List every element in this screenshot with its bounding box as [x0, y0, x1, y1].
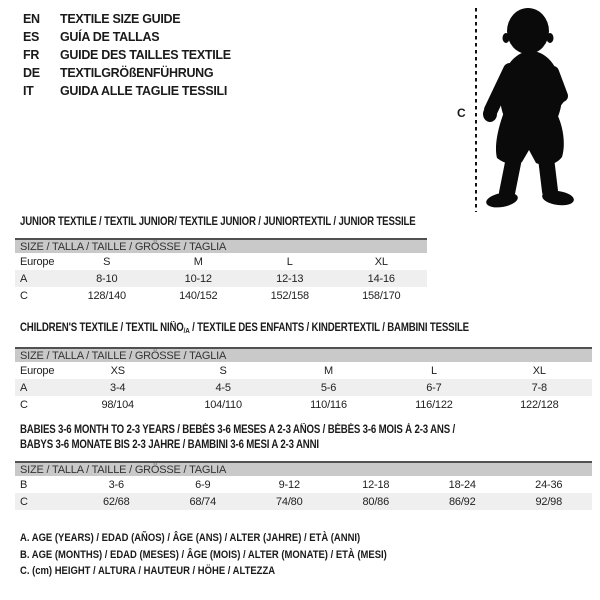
language-code: EN	[23, 12, 40, 26]
table-row	[15, 476, 592, 493]
row-label: B	[20, 478, 28, 491]
table-cell: 122/128	[520, 398, 559, 411]
title-text: / TEXTILE DES ENFANTS / KINDERTEXTIL / BAMBINI TESSILE	[189, 322, 469, 334]
table-cell: 74/80	[275, 495, 303, 508]
babies-size-table	[15, 461, 592, 510]
table-cell: 6-9	[195, 478, 211, 491]
table-cell: 104/110	[204, 398, 242, 411]
section-title-line	[20, 321, 469, 338]
junior-section-title	[20, 215, 491, 230]
table-cell: 152/158	[270, 289, 309, 302]
row-label: C	[20, 495, 28, 508]
language-title: GUIDA ALLE TAGLIE TESSILI	[60, 84, 228, 98]
baby-figure	[450, 0, 600, 220]
footnote-line: A. AGE (YEARS) / EDAD (AÑOS) / ÂGE (ANS) / ALTER (JAHRE) / ETÀ (ANNI)	[20, 532, 361, 544]
table-cell: 12-13	[276, 272, 304, 285]
table-cell: 92/98	[535, 495, 563, 508]
table-cell: S	[103, 255, 111, 268]
footnote-list	[20, 530, 447, 580]
language-title: GUÍA DE TALLAS	[60, 30, 160, 44]
title-text: BABYS 3-6 MONATE BIS 2-3 JAHRE / BAMBINI 3-6 MESI A 2-3 ANNI	[20, 439, 319, 451]
table-cell: L	[430, 364, 437, 377]
row-label: C	[20, 289, 28, 302]
table-cell: S	[219, 364, 227, 377]
footnote-line: B. AGE (MONTHS) / EDAD (MESES) / ÂGE (MOIS) / ALTER (MONATE) / ETÀ (MESI)	[20, 548, 387, 561]
table-cell: M	[193, 255, 203, 268]
section-title-line	[20, 438, 455, 453]
language-row	[23, 64, 231, 82]
babies-section-title	[20, 423, 538, 453]
table-cell: XL	[374, 255, 388, 268]
section-title-line	[20, 423, 455, 438]
table-cell: 158/170	[362, 289, 401, 302]
table-cell: XS	[110, 364, 125, 377]
table-cell: M	[324, 364, 333, 377]
table-cell: 98/104	[101, 398, 134, 411]
row-label: C	[20, 398, 28, 411]
height-label-c: C	[457, 106, 466, 120]
language-code: ES	[23, 30, 40, 44]
row-label: A	[20, 381, 28, 394]
table-row	[15, 253, 427, 270]
table-cell: 18-24	[448, 478, 476, 491]
baby-silhouette	[483, 8, 575, 210]
table-cell: 86/92	[448, 495, 476, 508]
footnote-line: C. (cm) HEIGHT / ALTURA / HAUTEUR / HÖHE / ALTEZZA	[20, 565, 276, 577]
baby-silhouette-svg	[450, 0, 600, 220]
size-table-header: SIZE / TALLA / TAILLE / GRÖSSE / TAGLIA	[15, 461, 592, 476]
language-title: GUIDE DES TAILLES TEXTILE	[60, 48, 231, 62]
table-cell: 6-7	[426, 381, 442, 394]
language-title: TEXTILGRÖßENFÜHRUNG	[60, 66, 214, 80]
table-cell: L	[286, 255, 293, 268]
language-row	[23, 82, 231, 100]
section-title-line	[20, 215, 416, 230]
language-code: IT	[23, 84, 34, 98]
table-row	[15, 379, 592, 396]
table-cell: 4-5	[215, 381, 231, 394]
table-cell: 116/122	[415, 398, 453, 411]
size-table-header: SIZE / TALLA / TAILLE / GRÖSSE / TAGLIA	[15, 238, 427, 253]
table-cell: 3-6	[108, 478, 124, 491]
table-row	[15, 396, 592, 413]
language-title: TEXTILE SIZE GUIDE	[60, 12, 181, 26]
language-code: FR	[23, 48, 40, 62]
table-cell: 68/74	[189, 495, 217, 508]
table-cell: 5-6	[320, 381, 337, 394]
language-list	[23, 10, 231, 100]
title-text: BABIES 3-6 MONTH TO 2-3 YEARS / BEBÉS 3-6 MESES A 2-3 AÑOS / BÉBÉS 3-6 MOIS À 2-3 ANS /	[20, 424, 456, 436]
row-label: A	[20, 272, 28, 285]
language-row	[23, 46, 231, 64]
language-row	[23, 28, 231, 46]
subscript-text: /A	[183, 326, 190, 335]
junior-size-table	[15, 238, 427, 304]
table-cell: XL	[532, 364, 546, 377]
table-cell: 14-16	[367, 272, 395, 285]
children-section-title	[20, 321, 554, 338]
row-label: Europe	[20, 255, 55, 268]
table-cell: 10-12	[184, 272, 212, 285]
language-code: DE	[23, 66, 40, 80]
table-cell: 140/152	[179, 289, 218, 302]
table-cell: 12-18	[362, 478, 390, 491]
table-cell: 110/116	[310, 398, 347, 411]
title-text: JUNIOR TEXTILE / TEXTIL JUNIOR/ TEXTILE JUNIOR / JUNIORTEXTIL / JUNIOR TESSILE	[20, 216, 416, 228]
title-text: CHILDREN'S TEXTILE / TEXTIL NIÑO	[20, 322, 184, 334]
children-size-table	[15, 347, 592, 413]
table-cell: 24-36	[535, 478, 563, 491]
table-row	[15, 287, 427, 304]
table-row	[15, 362, 592, 379]
table-cell: 8-10	[96, 272, 118, 285]
row-label: Europe	[20, 364, 55, 377]
table-cell: 7-8	[531, 381, 547, 394]
table-cell: 62/68	[102, 495, 130, 508]
table-cell: 3-4	[110, 381, 126, 394]
table-cell: 80/86	[362, 495, 390, 508]
table-cell: 9-12	[278, 478, 300, 491]
size-table-header: SIZE / TALLA / TAILLE / GRÖSSE / TAGLIA	[15, 347, 592, 362]
language-row	[23, 10, 231, 28]
table-cell: 128/140	[87, 289, 126, 302]
table-row	[15, 270, 427, 287]
table-row	[15, 493, 592, 510]
